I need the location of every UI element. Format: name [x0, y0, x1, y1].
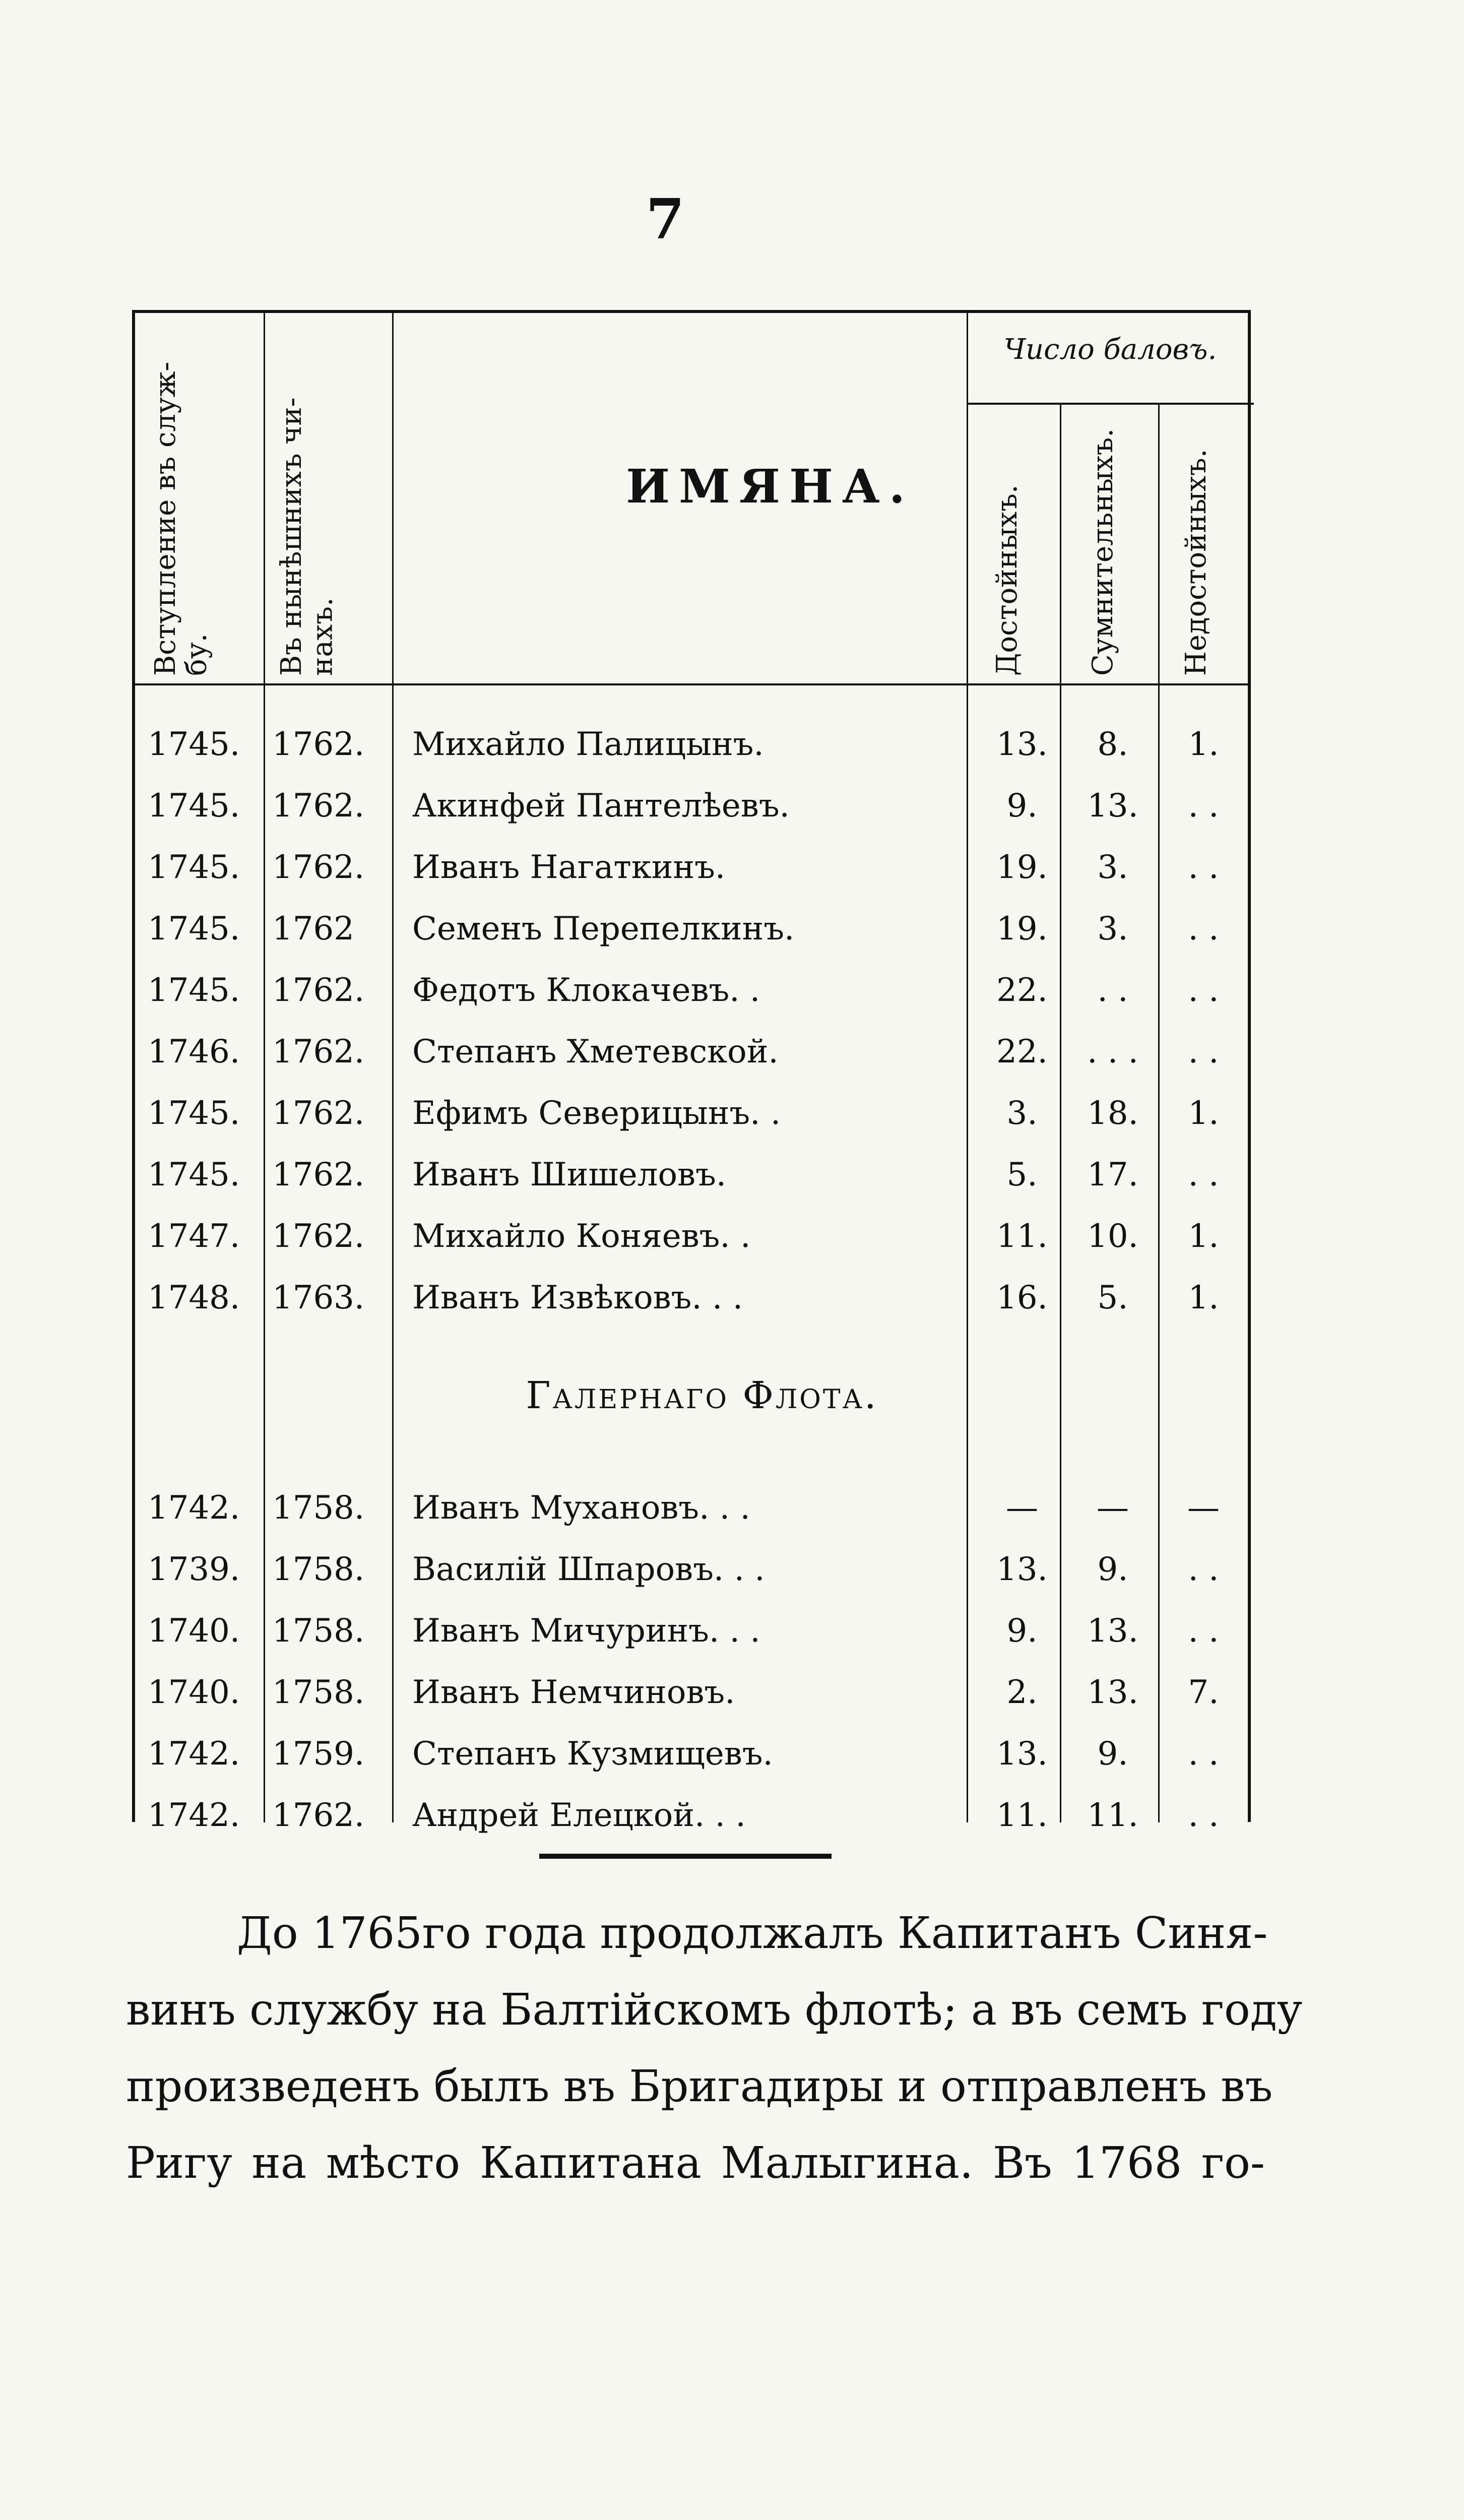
table-row: 1745. 1762. Акинфей Пантелѣевъ. 9. 13. . . — [148, 787, 1219, 825]
table-row: 1742. 1758. Иванъ Мухановъ. . . — — — — [148, 1489, 1220, 1527]
header-names: ИМЯНА. — [626, 459, 914, 514]
body-paragraph — [126, 1895, 1303, 2201]
section-title-galley-fleet: Галернаго Флота. — [526, 1374, 878, 1417]
table-row: 1742. 1759. Степанъ Кузмищевъ. 13. 9. . . — [148, 1735, 1219, 1773]
header-bottom-rule — [135, 683, 1251, 685]
table-row: 1745. 1762. Иванъ Шишеловъ. 5. 17. . . — [148, 1156, 1219, 1193]
table-row: 1745. 1762. Ефимъ Северицынъ. . 3. 18. 1. — [148, 1095, 1219, 1132]
table-row: 1748. 1763. Иванъ Извѣковъ. . . 16. 5. 1. — [148, 1279, 1219, 1316]
separator-rule — [539, 1854, 832, 1859]
table-row: 1740. 1758. Иванъ Мичуринъ. . . 9. 13. . . — [148, 1612, 1219, 1650]
table-row: 1740. 1758. Иванъ Немчиновъ. 2. 13. 7. — [148, 1674, 1219, 1711]
header-joined-service: Вступление въ служ-бу. — [149, 361, 213, 676]
balls-subheader-rule — [967, 403, 1254, 405]
table-row: 1747. 1762. Михайло Коняевъ. . 11. 10. 1. — [148, 1218, 1219, 1255]
paragraph-line: До 1765го года продолжалъ Капитанъ Синя- — [237, 1908, 1268, 1959]
header-unworthy: Недостойныхъ. — [1180, 449, 1213, 676]
table-row: 1745. 1762. Федотъ Клокачевъ. . 22. . . . . — [148, 972, 1219, 1009]
table-row: 1745. 1762. Михайло Палицынъ. 13. 8. 1. — [148, 726, 1219, 763]
header-worthy: Достойныхъ. — [991, 484, 1024, 676]
table-row: 1745. 1762 Семенъ Перепелкинъ. 19. 3. . . — [148, 910, 1219, 948]
paragraph-line: винъ службу на Балтійскомъ флотѣ; а въ семъ году — [126, 1985, 1303, 2035]
table-row: 1739. 1758. Василій Шпаровъ. . . 13. 9. . . — [148, 1551, 1219, 1588]
header-doubtful: Сумнительныхъ. — [1087, 428, 1119, 676]
paragraph-line: Ригу на мѣсто Капитана Малыгина. Въ 1768 го- — [126, 2138, 1265, 2188]
page-number: 7 — [646, 186, 685, 251]
table-row: 1745. 1762. Иванъ Нагаткинъ. 19. 3. . . — [148, 849, 1219, 886]
table-row: 1742. 1762. Андрей Елецкой. . . 11. 11. . . — [148, 1797, 1219, 1834]
table-row: 1746. 1762. Степанъ Хметевской. 22. . . . . . — [148, 1033, 1219, 1070]
paragraph-line: произведенъ былъ въ Бригадиры и отправленъ въ — [126, 2061, 1273, 2112]
header-ball-count: Число баловъ. — [1003, 333, 1217, 366]
personnel-table — [132, 310, 1251, 1834]
header-current-ranks: Въ нынѣшнихъ чи-нахъ. — [275, 397, 339, 676]
